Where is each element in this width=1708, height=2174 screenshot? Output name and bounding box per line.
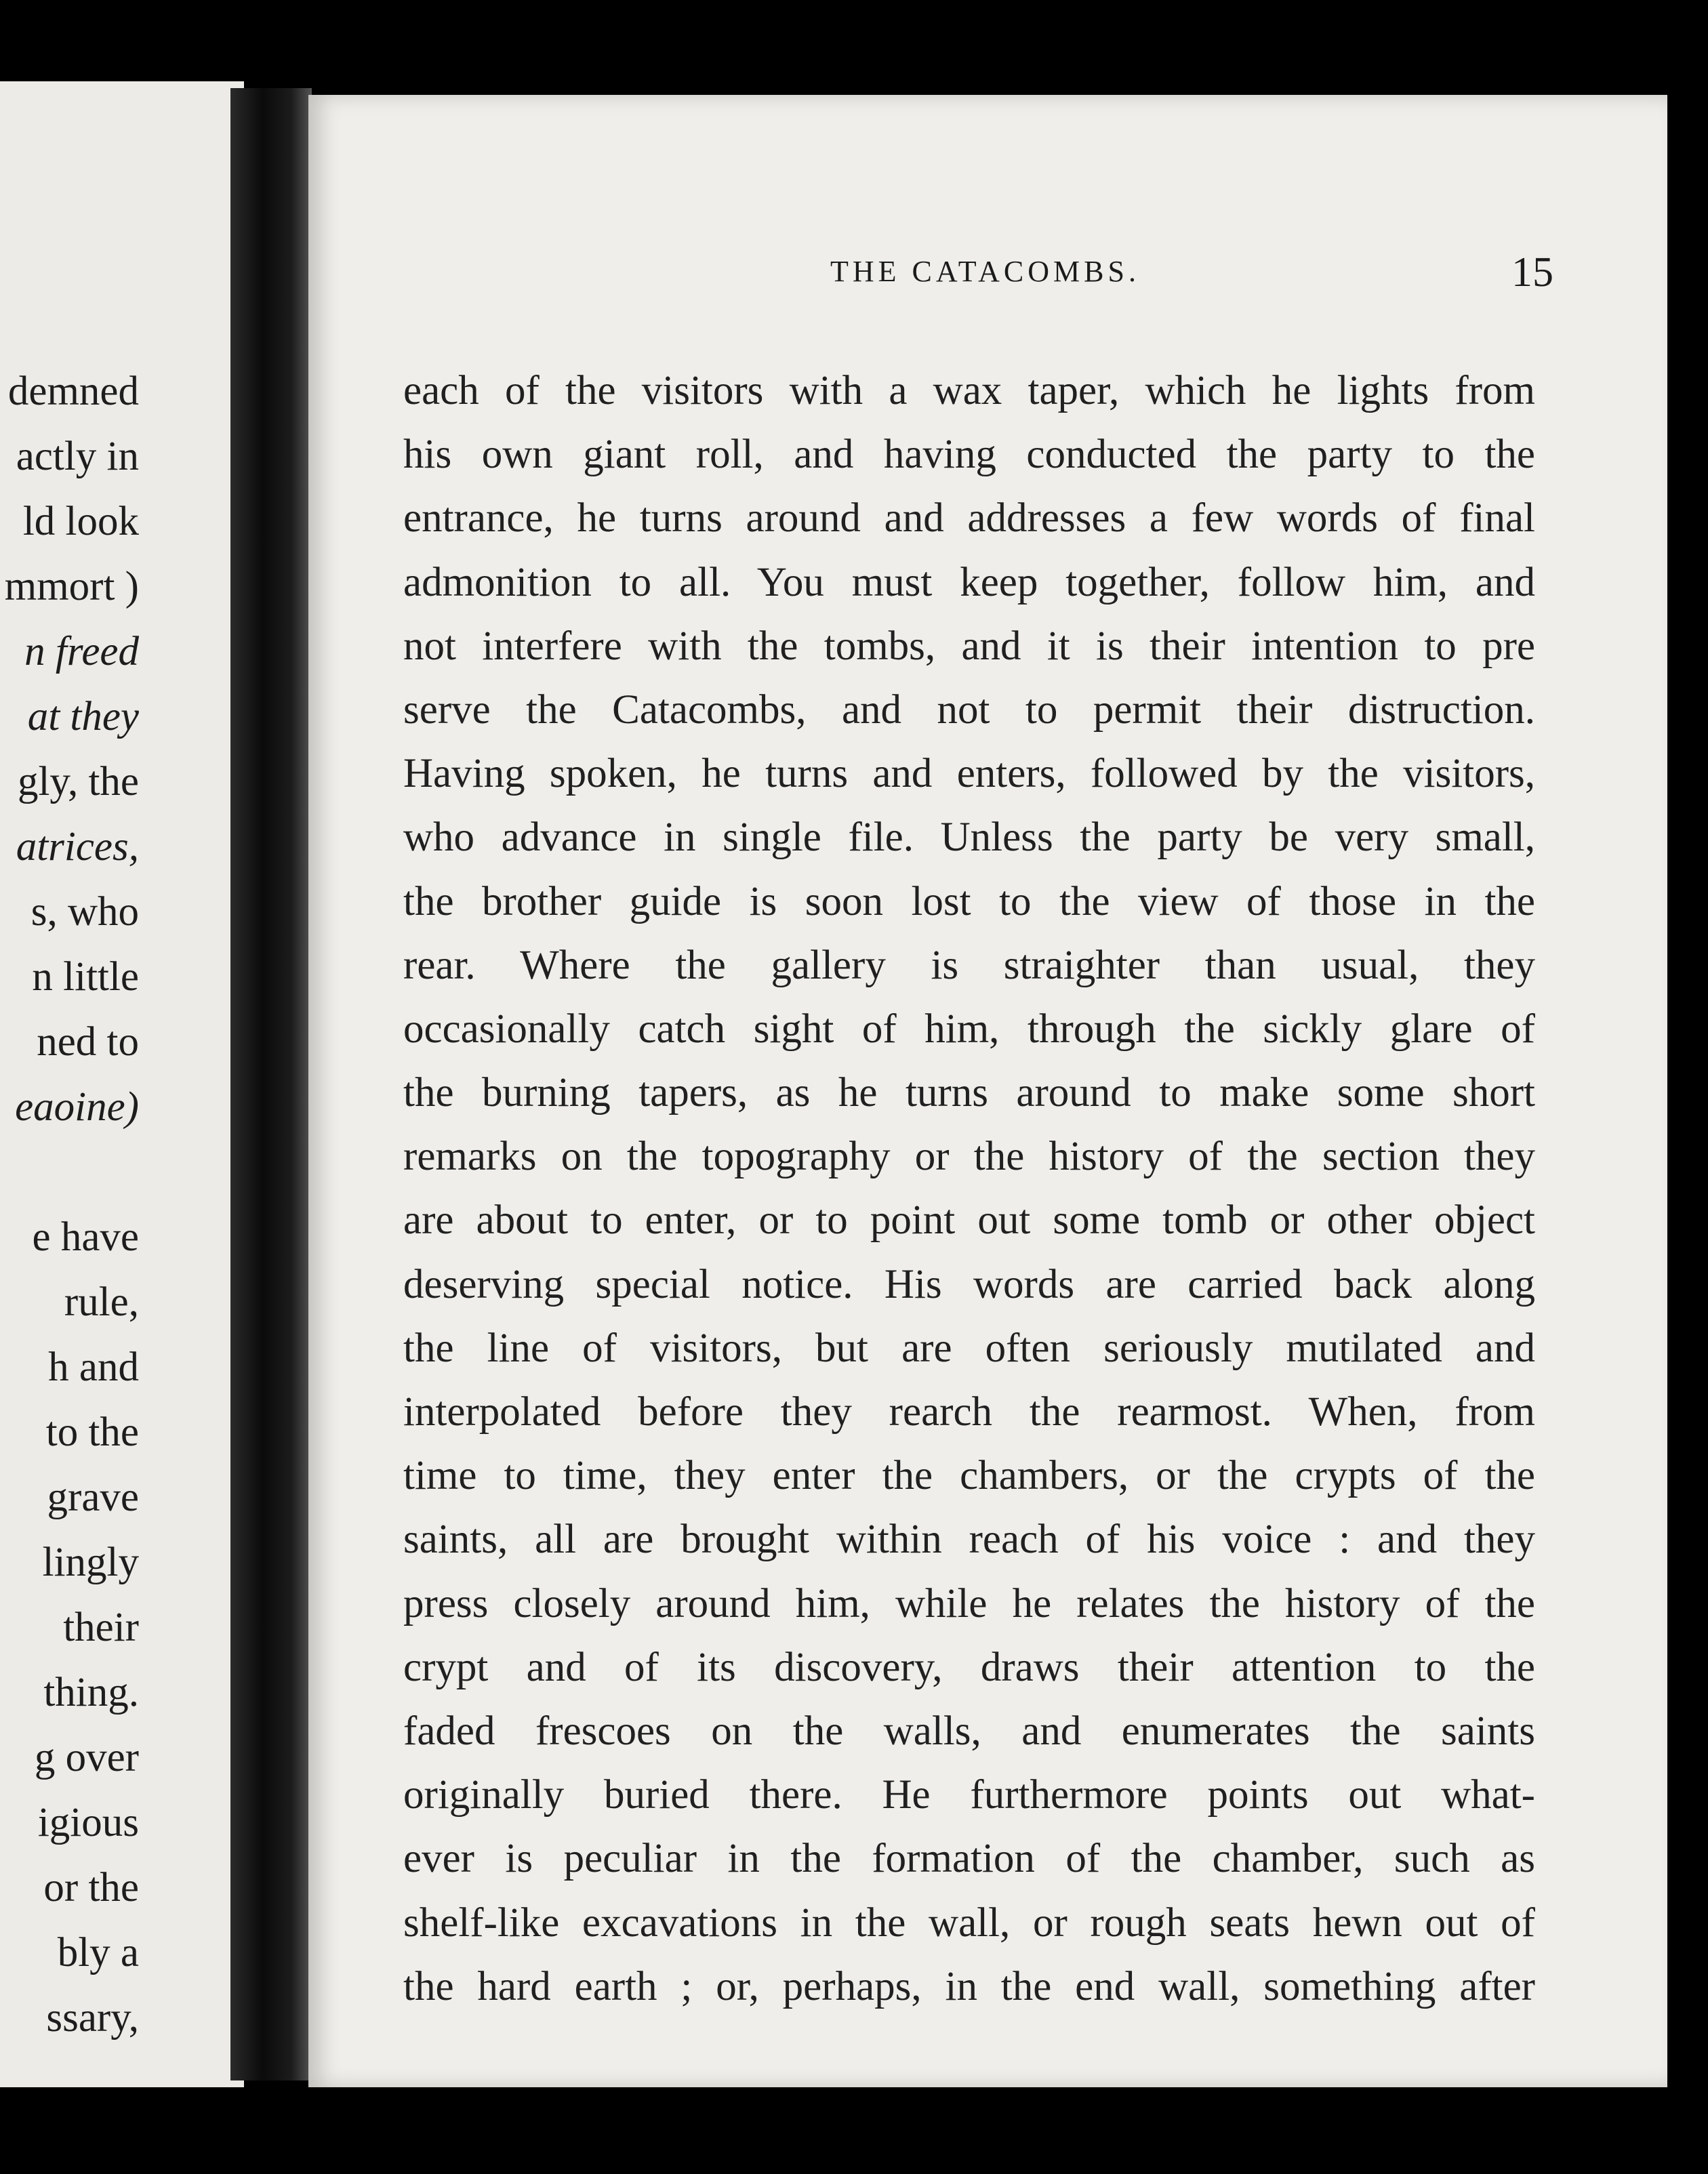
page-header (308, 249, 1667, 308)
text-line: remarks on the topography or the history of the section they (403, 1134, 1535, 1180)
text-line: the line of visitors, but are often seriously mutilated and (403, 1325, 1535, 1371)
left-page-line: lingly (42, 1540, 139, 1585)
left-page-line: thing. (43, 1670, 139, 1715)
text-line: admonition to all. You must keep together, follow him, and (403, 559, 1535, 605)
text-line: interpolated before they rearch the rearmost. When, from (403, 1389, 1535, 1435)
text-line: the brother guide is soon lost to the view of those in the (403, 878, 1535, 924)
left-page (0, 81, 244, 2087)
left-page-line: gly, the (17, 759, 139, 804)
left-page-line: eaoine) (15, 1084, 139, 1130)
left-page-line (0, 1140, 139, 1205)
text-line: each of the visitors with a wax taper, which he lights from (403, 368, 1535, 413)
left-page-line: g over (34, 1735, 139, 1780)
text-line: rear. Where the gallery is straighter than usual, they (403, 942, 1535, 988)
left-page-line: at they (27, 694, 139, 739)
left-page-line: demned (7, 369, 139, 414)
text-line: the hard earth ; or, perhaps, in the end wall, something after (403, 1963, 1535, 2009)
right-page (308, 95, 1667, 2087)
text-line: faded frescoes on the walls, and enumerates the saints (403, 1708, 1535, 1754)
text-line: occasionally catch sight of him, through the sickly glare of (403, 1006, 1535, 1052)
left-page-line: rule, (64, 1279, 139, 1325)
text-line: serve the Catacombs, and not to permit their distruction. (403, 686, 1535, 733)
text-line: who advance in single file. Unless the party be very small, (403, 815, 1535, 861)
left-page-line: to the (45, 1410, 139, 1455)
text-line: are about to enter, or to point out some tomb or other object (403, 1197, 1535, 1244)
left-page-text (0, 359, 139, 2051)
text-line: ever is peculiar in the formation of the chamber, such as (403, 1836, 1535, 1882)
left-page-line: atrices, (16, 824, 139, 869)
left-page-line: their (63, 1605, 139, 1650)
left-page-line: igious (37, 1800, 139, 1845)
left-page-line: h and (48, 1345, 139, 1390)
left-page-line: e have (32, 1214, 139, 1260)
text-line: deserving special notice. His words are carried back along (403, 1261, 1535, 1307)
book-spine (230, 88, 312, 2080)
left-page-line: n little (32, 954, 139, 1000)
text-line: the burning tapers, as he turns around to make some short (403, 1070, 1535, 1116)
text-line: shelf-like excavations in the wall, or rough seats hewn out of (403, 1900, 1535, 1946)
running-title: THE CATACOMBS. (830, 255, 1140, 288)
left-page-line: ld look (22, 499, 139, 544)
text-line: his own giant roll, and having conducted the party to the (403, 432, 1535, 478)
text-line: press closely around him, while he relates the history of the (403, 1580, 1535, 1626)
left-page-line: n freed (24, 629, 139, 674)
text-line: time to time, they enter the chambers, or the crypts of the (403, 1453, 1535, 1499)
text-line: entrance, he turns around and addresses a few words of final (403, 495, 1535, 541)
left-page-line: s, who (30, 889, 139, 935)
text-line: Having spoken, he turns and enters, followed by the visitors, (403, 751, 1535, 797)
text-line: crypt and of its discovery, draws their attention to the (403, 1644, 1535, 1690)
left-page-line: actly in (16, 434, 139, 479)
text-line: saints, all are brought within reach of his voice : and they (403, 1517, 1535, 1563)
left-page-line: grave (47, 1475, 139, 1520)
body-text (403, 359, 1535, 2019)
page-number: 15 (1511, 249, 1553, 295)
left-page-line: bly a (57, 1930, 139, 1975)
text-line: originally buried there. He furthermore points out what- (403, 1772, 1535, 1818)
left-page-line: ssary, (46, 1995, 139, 2040)
left-page-line: or the (43, 1865, 139, 1910)
left-page-line: ned to (37, 1019, 139, 1065)
left-page-line: mmort ) (4, 564, 139, 609)
text-line: not interfere with the tombs, and it is their intention to pre (403, 623, 1535, 669)
